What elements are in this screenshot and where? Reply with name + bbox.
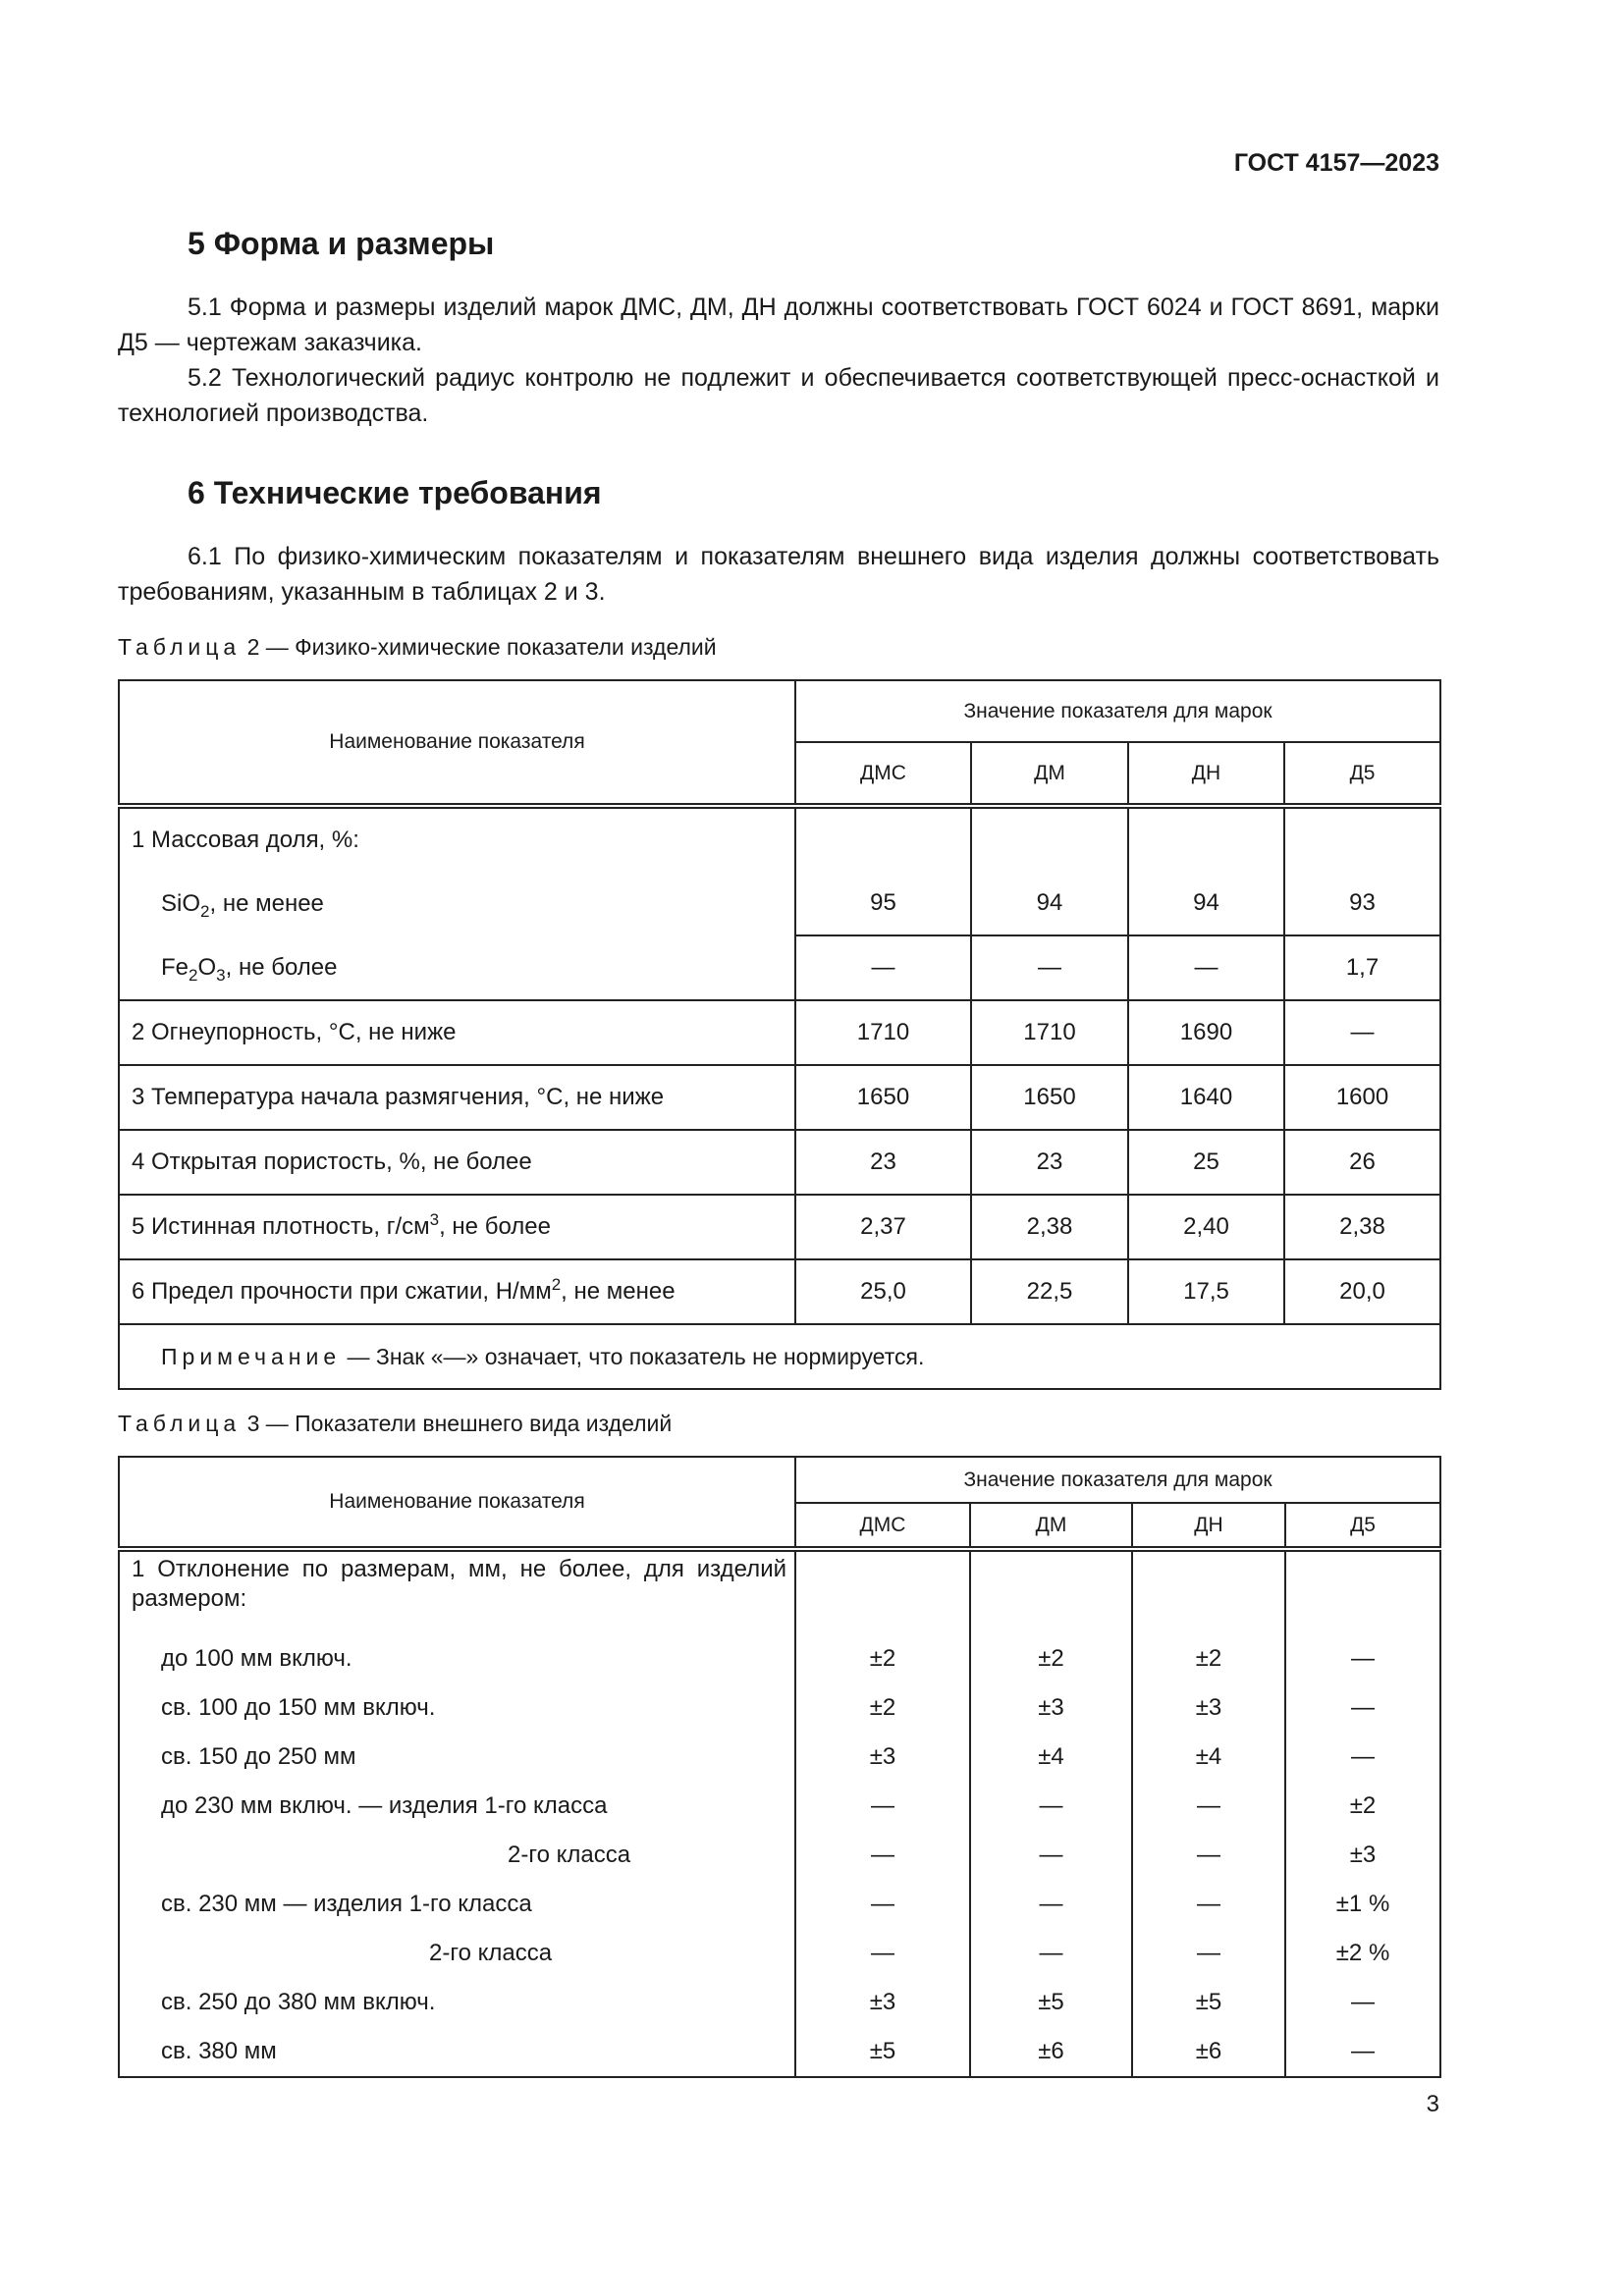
label-part: , не менее — [209, 889, 324, 917]
indicator-name — [119, 806, 795, 872]
value-cell: 25,0 — [795, 1259, 971, 1324]
value-cell: ±5 — [795, 2027, 970, 2077]
column-header-name: Наименование показателя — [119, 680, 795, 806]
indicator-name: 1 Отклонение по размерам, мм, не более, для изделий размером: — [119, 1549, 795, 1634]
note-word: Примечание — [161, 1343, 342, 1369]
value-cell: — — [1285, 1733, 1440, 1782]
table-row — [119, 2027, 1440, 2077]
value-cell — [1128, 806, 1284, 872]
value-cell: — — [970, 1831, 1132, 1880]
value-cell: — — [1285, 1683, 1440, 1733]
grade-header: ДМ — [971, 742, 1128, 806]
table-row — [119, 1000, 1440, 1065]
indicator-name — [119, 1259, 795, 1324]
value-cell: 2,38 — [971, 1195, 1128, 1259]
indicator-name: до 230 мм включ. — изделия 1-го класса — [119, 1782, 795, 1831]
label-part: 3 Температура начала размягчения, °С, не ниже — [132, 1084, 665, 1110]
table-row — [119, 1065, 1440, 1130]
table-row — [119, 1259, 1440, 1324]
value-cell: ±6 — [970, 2027, 1132, 2077]
paragraph-6-1: 6.1 По физико-химическим показателям и показателям внешнего вида изделия должны соответствовать требованиям, указанным в таблицах 2 и 3. — [118, 543, 1439, 606]
value-cell: ±5 — [1132, 1978, 1285, 2027]
value-cell: ±2 — [795, 1683, 970, 1733]
label-part: 2 Огнеупорность, °С, не ниже — [132, 1019, 457, 1045]
value-cell: 25 — [1128, 1130, 1284, 1195]
column-group-header: Значение показателя для марок — [795, 680, 1440, 742]
value-cell: 95 — [795, 872, 971, 935]
value-cell — [1132, 1549, 1285, 1634]
value-cell: — — [970, 1929, 1132, 1978]
value-cell: 26 — [1284, 1130, 1440, 1195]
value-cell: — — [795, 1782, 970, 1831]
column-header-name: Наименование показателя — [119, 1457, 795, 1549]
value-cell: 94 — [971, 872, 1128, 935]
section-5-heading: 5 Форма и размеры — [188, 226, 495, 261]
table-row — [119, 1195, 1440, 1259]
label-part: , не менее — [561, 1278, 676, 1305]
caption-text: 2 — Физико-химические показатели изделий — [241, 634, 717, 660]
table-2-caption — [118, 634, 717, 661]
note-row — [119, 1324, 1440, 1389]
value-cell: — — [795, 1831, 970, 1880]
table-row — [119, 872, 1440, 935]
value-cell: ±6 — [1132, 2027, 1285, 2077]
table-row — [119, 935, 1440, 1000]
value-cell: ±2 — [1285, 1782, 1440, 1831]
table-row — [119, 806, 1440, 872]
label-part: O — [197, 953, 217, 981]
value-cell: 1,7 — [1284, 935, 1440, 1000]
value-cell: — — [1132, 1880, 1285, 1929]
value-cell: ±3 — [1132, 1683, 1285, 1733]
label-part: 6 Предел прочности при сжатии, Н/мм — [132, 1278, 552, 1305]
value-cell: — — [970, 1782, 1132, 1831]
value-cell: ±4 — [970, 1733, 1132, 1782]
indicator-name: св. 380 мм — [119, 2027, 795, 2077]
value-cell: — — [795, 935, 971, 1000]
value-cell: ±1 % — [1285, 1880, 1440, 1929]
document-code: ГОСТ 4157—2023 — [1233, 149, 1439, 177]
indicator-name — [119, 935, 795, 1000]
caption-word: Таблица — [118, 1411, 242, 1436]
value-cell — [795, 806, 971, 872]
label-part: 3 — [429, 1210, 440, 1229]
grade-header: Д5 — [1284, 742, 1440, 806]
indicator-name: св. 100 до 150 мм включ. — [119, 1683, 795, 1733]
indicator-name — [119, 1065, 795, 1130]
table-row — [119, 1634, 1440, 1683]
value-cell: 1650 — [795, 1065, 971, 1130]
paragraph-5-2: 5.2 Технологический радиус контролю не подлежит и обеспечивается соответствующей пресс-оснасткой и технологией производства. — [118, 364, 1439, 427]
value-cell: ±5 — [970, 1978, 1132, 2027]
value-cell: — — [795, 1929, 970, 1978]
value-cell: — — [1285, 1978, 1440, 2027]
table-row — [119, 1130, 1440, 1195]
value-cell: 2,38 — [1284, 1195, 1440, 1259]
indicator-name — [119, 1130, 795, 1195]
table-3 — [118, 1456, 1441, 2078]
caption-text: 3 — Показатели внешнего вида изделий — [241, 1411, 673, 1436]
grade-header: ДМ — [970, 1503, 1132, 1549]
paragraph-5-1: 5.1 Форма и размеры изделий марок ДМС, ДМ, ДН должны соответствовать ГОСТ 6024 и ГОСТ 8691, марки Д5 — чертежам заказчика. — [118, 294, 1439, 356]
indicator-name: св. 150 до 250 мм — [119, 1733, 795, 1782]
value-cell: 22,5 — [971, 1259, 1128, 1324]
table-row — [119, 1929, 1440, 1978]
table-3-caption — [118, 1411, 672, 1437]
value-cell — [971, 806, 1128, 872]
value-cell: ±3 — [970, 1683, 1132, 1733]
indicator-name: 2-го класса — [119, 1831, 795, 1880]
value-cell — [970, 1549, 1132, 1634]
value-cell: 20,0 — [1284, 1259, 1440, 1324]
grade-header: Д5 — [1285, 1503, 1440, 1549]
value-cell: ±2 % — [1285, 1929, 1440, 1978]
value-cell: — — [1132, 1782, 1285, 1831]
value-cell: ±2 — [1132, 1634, 1285, 1683]
value-cell: ±3 — [1285, 1831, 1440, 1880]
value-cell: ±2 — [795, 1634, 970, 1683]
value-cell: — — [1128, 935, 1284, 1000]
value-cell: — — [1285, 1634, 1440, 1683]
label-part: 5 Истинная плотность, г/см — [132, 1213, 430, 1240]
table-2 — [118, 679, 1441, 1390]
table-row — [119, 1880, 1440, 1929]
indicator-name: св. 250 до 380 мм включ. — [119, 1978, 795, 2027]
table-row — [119, 1733, 1440, 1782]
value-cell: 1600 — [1284, 1065, 1440, 1130]
value-cell: — — [1132, 1929, 1285, 1978]
caption-word: Таблица — [118, 634, 242, 660]
table-row — [119, 1831, 1440, 1880]
indicator-name — [119, 1195, 795, 1259]
grade-header: ДМС — [795, 742, 971, 806]
value-cell: 94 — [1128, 872, 1284, 935]
label-part: Fe — [161, 953, 189, 981]
note-text: — Знак «—» означает, что показатель не нормируется. — [341, 1343, 925, 1369]
grade-header: ДМС — [795, 1503, 970, 1549]
column-group-header: Значение показателя для марок — [795, 1457, 1440, 1503]
table-row — [119, 1978, 1440, 2027]
value-cell: — — [1285, 2027, 1440, 2077]
value-cell: 1710 — [971, 1000, 1128, 1065]
label-part: 2 — [551, 1275, 562, 1294]
label-part: 3 — [216, 965, 226, 985]
section-6-heading: 6 Технические требования — [188, 475, 602, 510]
indicator-name: св. 230 мм — изделия 1-го класса — [119, 1880, 795, 1929]
value-cell: ±3 — [795, 1978, 970, 2027]
value-cell: 1650 — [971, 1065, 1128, 1130]
indicator-name: до 100 мм включ. — [119, 1634, 795, 1683]
label-part: 4 Открытая пористость, %, не более — [132, 1148, 532, 1175]
table-row — [119, 1549, 1440, 1634]
indicator-name — [119, 872, 795, 935]
value-cell: ±4 — [1132, 1733, 1285, 1782]
grade-header: ДН — [1132, 1503, 1285, 1549]
value-cell: 23 — [795, 1130, 971, 1195]
table-row — [119, 1782, 1440, 1831]
value-cell: 93 — [1284, 872, 1440, 935]
value-cell — [795, 1549, 970, 1634]
value-cell: 2,40 — [1128, 1195, 1284, 1259]
label-part: , не более — [225, 953, 338, 981]
value-cell: — — [970, 1880, 1132, 1929]
value-cell: 1690 — [1128, 1000, 1284, 1065]
indicator-name: 2-го класса — [119, 1929, 795, 1978]
table-row — [119, 1683, 1440, 1733]
value-cell: — — [795, 1880, 970, 1929]
label-part: SiO — [161, 889, 201, 917]
label-part: 2 — [200, 901, 210, 921]
value-cell: — — [1132, 1831, 1285, 1880]
grade-header: ДН — [1128, 742, 1284, 806]
value-cell — [1284, 806, 1440, 872]
value-cell: 23 — [971, 1130, 1128, 1195]
value-cell: 2,37 — [795, 1195, 971, 1259]
label-part: 2 — [189, 965, 198, 985]
indicator-name — [119, 1000, 795, 1065]
value-cell: ±3 — [795, 1733, 970, 1782]
value-cell: — — [971, 935, 1128, 1000]
page-number: 3 — [1426, 2091, 1439, 2117]
value-cell: 1710 — [795, 1000, 971, 1065]
value-cell: — — [1284, 1000, 1440, 1065]
value-cell: 1640 — [1128, 1065, 1284, 1130]
note — [119, 1324, 1440, 1389]
value-cell — [1285, 1549, 1440, 1634]
value-cell: ±2 — [970, 1634, 1132, 1683]
label-part: 1 Массовая доля, %: — [132, 827, 359, 853]
label-part: , не более — [439, 1213, 551, 1240]
value-cell: 17,5 — [1128, 1259, 1284, 1324]
